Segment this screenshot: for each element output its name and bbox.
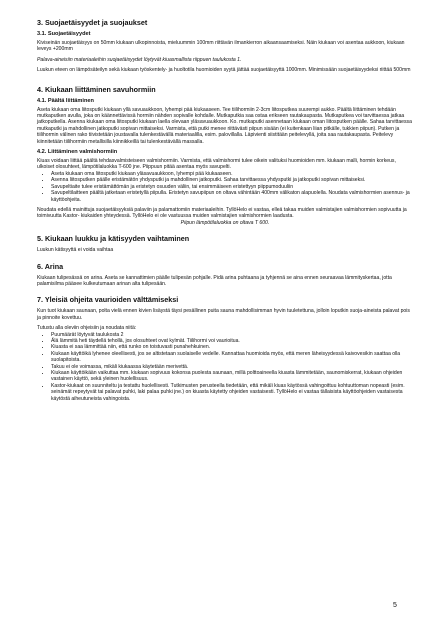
section-4-2-heading: 4.2. Liittäminen valmishormiin xyxy=(37,149,118,156)
section-5-paragraph: Luukun kätisyyttä ei voida vaihtaa xyxy=(37,247,114,254)
section-3-1-paragraph-2: Palava-aineisiin materiaaleihin suojaetäisyydet löytyvät kiuasmallista riippuen taulukosta 1. xyxy=(37,56,242,63)
section-4-1-heading: 4.1. Päältä liittäminen xyxy=(37,97,94,104)
section-4-2-bullet-list xyxy=(37,171,413,203)
section-4-2-note: Piipun lämpötilaluokka on oltava T 600. xyxy=(180,219,270,226)
section-7-paragraph-1: Kun tuot kiukaan saunaan, polta vielä ennen kivien lisäystä täysi pesällinen puita sauna mahdollisimman hyvin tuuletettuna, jolloin loputkin suoja-aineista palavat pois ja pinnoite kovettuu. xyxy=(37,308,410,321)
list-item: • Kiuasta ei saa lämmittää niin, että runko on toistuvasti punahehkuinen. xyxy=(51,344,413,350)
section-3-1-paragraph-3: Luukun eteen on lämpösäteilyn sekä kiukaan työskentely- ja huoltotila huomioiden syytä jättää suojaetäisyyttä 1000mm. Minimissään suojaetäisyydeksi riittää 500mm xyxy=(37,67,411,74)
section-4-2-paragraph-2: Noudata edellä mainittuja suojaetäisyyksiä palaviin ja palamattomiin materiaaleihin. TyllöHelo ei vastaa, elleä takaa muiden valmistajien valmishormien sopivuutta ja toimivuutta Kastor- kiukaiden yhteydessä. TyllöHelo ei ole vastuussa muiden valmistajien valmishormien laadusta. xyxy=(37,206,407,220)
section-4-heading: 4. Kiukaan liittäminen savuhormiin xyxy=(37,84,156,94)
section-4-1-paragraph: Aseta kiukaan oma liitosputki kiukaan yllä savuaukkoon, lyhempi pää kiukaaseen. Tee tiilihormiin 2-3cm liitosputkea suurempi aukko. Päältä liittäminen tehdään mutkaputken avulla, joka on käännettävissä hormiin nähden sopivalle kohdalle. Mutkaputkia saa ostaa erikseen rautakaupasta. Mutkaputkea voi tarvittaessa jatkaa jatkoputkella. Asenna kiukaan oma liitosputki kiukaan laella olevaan yläsavuaukkoon. Ko. mutkaputki asennetaan kiukaan oman liitosputken päälle. Sahaa tarvittaessa mutkaputki ja mahdollinen jatkoputki sopivan mittaiseksi. Varmista, että putki menee riittävästi piipun sisään (ei kuitenkaan liian pitkälle, tukkien piipun). Putken ja tiilihormin välinen rako tiivistetään joustavalla tulenkestävällä materiaalilla, esim. palovillalla. Läpivienti siistitään peitelevyllä, joita saa rautakaupasta. Peitelevy kiinnitetään tiilihormiin metallisilla kiinnikkeillä tai tulenkestävällä massalla. xyxy=(37,106,412,145)
list-item: • Kiukaan käyttöikä lyhenee oleellisesti, jos se altistetaan suolaiselle vedelle. Kannattaa huomioida myös, että meren läheisyydessä kaivovesikin saattaa olla suolapitoista. xyxy=(51,351,413,364)
list-item: • Kastor-kiukaat on suunniteltu ja testattu huolellisesti. Tutkimusten perusteella tiedetään, että mikäli kiuas käytössä vahingoittuu kohtuuttoman nopeasti (esim. seinämät repeytyvät tai palavat puhki, laki palaa puhki jne.) on kiuasta käytetty ohjeiden vastaisesti. TyllöHelo ei vastaa tällaisista käyttöohjeiden vastaisesta käytöstä aiheutuneista vahingoista. xyxy=(51,383,413,402)
section-7-heading: 7. Yleisiä ohjeita vaurioiden välttämiseksi xyxy=(37,295,179,305)
list-item: • Savupeltilaitteen päältä jatketaan eristetyllä piipulla. Eristetyn savupiipun on oltava vähintään 400mm välikaton alapuolella. Noudata valmishormien asennus- ja käyttöohjeita. xyxy=(51,190,413,203)
section-7-bullet-list xyxy=(37,332,413,402)
section-6-heading: 6. Arina xyxy=(37,261,64,271)
section-6-paragraph: Kiukaan tulipesässä on arina. Aseta se kannattimien päälle tulipesän pohjalle. Pidä arina puhtaana ja tyhjennä se aina ennen seuraavaa lämmityskertaa, jotta palamisilma pääsee kulkeutumaan arinan alta tulipesään. xyxy=(37,274,392,287)
list-item: • Asenna liitosputken päälle eristämätön yhdysputki ja mahdollinen jatkoputki. Sahaa tarvittaessa yhdysputki ja jatkoputki sopivan mittaiseksi. xyxy=(51,177,413,183)
section-3-heading: 3. Suojaetäisyydet ja suojaukset xyxy=(37,18,148,27)
list-item: • Savupeltiaite tulee eristämättömän ja eristetyn osuuden väliin, tai ensimmäiseen eristettyyn piippumoduuliin xyxy=(51,184,413,190)
document-page xyxy=(37,18,413,406)
list-item: • Aseta kiukaan oma liitosputki kiukaan yläsavuaukkoon, lyhempi pää kiukaaseen. xyxy=(51,171,413,177)
page-number: 5 xyxy=(393,602,397,609)
section-3-1-heading: 3.1. Suojaetäisyydet xyxy=(37,31,91,37)
section-7-paragraph-2: Tutustu alla oleviin ohjeisiin ja noudata niitä: xyxy=(37,325,137,332)
list-item: • Takuu ei ole voimassa, mikäli kiukaassa käytetään merivettä. xyxy=(51,364,413,370)
section-4-2-paragraph-1: Kiuas voidaan liittää päältä tehdasvalmisteiseen valmishormiin. Varmista, että valmishormi tulee oikein valituksi huomioiden mm. kiukaan malli, hormin korkeus, ulkoiset olosuhteet, lämpötilaluokka T-600 jne. Piippuun pitää asentaa myös savupelti. xyxy=(37,158,396,171)
list-item: • Puumäärät löytyvät taulukosta 2 xyxy=(51,332,413,338)
list-item: • Kiukaan käyttöikään vaikuttaa mm. kiukaan sopivuus kokonsa puolesta saunaan, millä polttoaineella kiuasta lämmitetään, saunomiskerrat, kiukaan ohjeiden vastainen käyttö, sekä yleinen huolellisuus. xyxy=(51,370,413,383)
section-5-heading: 5. Kiukaan luukku ja kätisyyden vaihtaminen xyxy=(37,234,190,244)
list-item: • Älä lämmitä heti täydellä tehollä, jos olosuhteet ovat kylmät. Tiilihormi voi vaurioitua. xyxy=(51,338,413,344)
section-3-1-paragraph-1: Kiviseinän suojaetäisyys on 50mm kiukaan ulkopinnoista, mieluummin 100mm riittävän ilmankierron aikaansaamiseksi. Näin kiukaan voi asentaa aukkoon, kiukaan leveys +200mm xyxy=(37,40,405,53)
